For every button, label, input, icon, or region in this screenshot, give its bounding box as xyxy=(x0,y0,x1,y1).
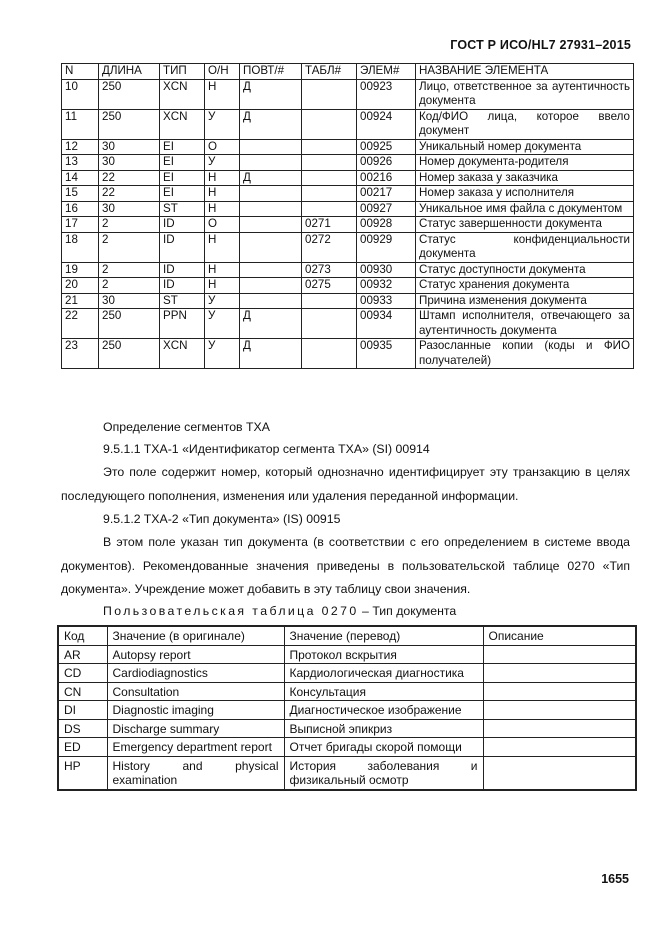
table-cell: 00923 xyxy=(357,79,416,109)
table-cell: Статус завершенности документа xyxy=(416,217,634,233)
table-cell: Уникальный номер документа xyxy=(416,139,634,155)
table-cell: 250 xyxy=(99,79,160,109)
table-cell: У xyxy=(205,293,240,309)
table-cell xyxy=(302,201,357,217)
table-caption xyxy=(103,600,456,624)
table-cell: Выписной эпикриз xyxy=(284,719,483,738)
table-cell: DI xyxy=(58,701,107,720)
table-cell: XCN xyxy=(160,79,205,109)
table-cell: 00928 xyxy=(357,217,416,233)
table-cell: 2 xyxy=(99,278,160,294)
table-cell: EI xyxy=(160,155,205,171)
table-cell xyxy=(240,201,302,217)
table-row xyxy=(62,293,634,309)
table-row xyxy=(58,701,636,720)
table-cell: Д xyxy=(240,170,302,186)
table-cell: 10 xyxy=(62,79,99,109)
col-header-elem: ЭЛЕМ# xyxy=(357,64,416,80)
table-cell: DS xyxy=(58,719,107,738)
table-cell xyxy=(483,701,636,720)
table-row xyxy=(58,645,636,664)
table-cell: Номер заказа у исполнителя xyxy=(416,186,634,202)
table-row xyxy=(62,201,634,217)
table-cell: Кардиологическая диагностика xyxy=(284,664,483,683)
col-header-translation: Значение (перевод) xyxy=(284,626,483,645)
table-cell: 00217 xyxy=(357,186,416,202)
table-cell: Статус конфиденциальности документа xyxy=(416,232,634,262)
table-cell: Консультация xyxy=(284,682,483,701)
table-cell: 00216 xyxy=(357,170,416,186)
table-cell: Диагностическое изображение xyxy=(284,701,483,720)
table-cell: Протокол вскрытия xyxy=(284,645,483,664)
table-cell: Н xyxy=(205,79,240,109)
table-cell: Статус доступности документа xyxy=(416,262,634,278)
table-cell: Д xyxy=(240,79,302,109)
table-row xyxy=(62,109,634,139)
table-cell: 11 xyxy=(62,109,99,139)
segment-fields-table xyxy=(61,63,634,369)
col-header-description: Описание xyxy=(483,626,636,645)
table-cell: 22 xyxy=(99,170,160,186)
table-cell xyxy=(483,719,636,738)
table-cell: Н xyxy=(205,201,240,217)
table-cell: Н xyxy=(205,262,240,278)
table-cell: Discharge summary xyxy=(107,719,284,738)
table-cell: 22 xyxy=(62,309,99,339)
table-row xyxy=(62,278,634,294)
table-cell: 00929 xyxy=(357,232,416,262)
table-cell: 00930 xyxy=(357,262,416,278)
table-cell xyxy=(483,645,636,664)
table-cell: 13 xyxy=(62,155,99,171)
table-cell: 00924 xyxy=(357,109,416,139)
table-cell: 250 xyxy=(99,339,160,369)
table-cell: 00925 xyxy=(357,139,416,155)
table-cell: 17 xyxy=(62,217,99,233)
table-cell: У xyxy=(205,155,240,171)
table-cell: HP xyxy=(58,756,107,790)
table-row xyxy=(62,262,634,278)
table-cell: 23 xyxy=(62,339,99,369)
table-cell: 12 xyxy=(62,139,99,155)
table-cell xyxy=(240,217,302,233)
table-cell: ST xyxy=(160,201,205,217)
table-cell: У xyxy=(205,339,240,369)
table-cell xyxy=(240,232,302,262)
table-cell xyxy=(240,262,302,278)
table-cell: 30 xyxy=(99,139,160,155)
table-cell: Consultation xyxy=(107,682,284,701)
table-cell: О xyxy=(205,217,240,233)
table-cell: EI xyxy=(160,170,205,186)
table-cell: ID xyxy=(160,232,205,262)
table-cell: Н xyxy=(205,278,240,294)
table-cell: 30 xyxy=(99,201,160,217)
table-cell: 0272 xyxy=(302,232,357,262)
table-header-row xyxy=(58,626,636,645)
table-cell xyxy=(302,109,357,139)
table-row xyxy=(58,756,636,790)
table-cell: Emergency department report xyxy=(107,738,284,757)
table-cell: 2 xyxy=(99,262,160,278)
table-cell: Штамп исполнителя, отвечающего за аутентичность документа xyxy=(416,309,634,339)
table-cell: Код/ФИО лица, которое ввело документ xyxy=(416,109,634,139)
table-cell: 0271 xyxy=(302,217,357,233)
col-header-original: Значение (в оригинале) xyxy=(107,626,284,645)
table-cell xyxy=(483,664,636,683)
table-row xyxy=(62,309,634,339)
col-header-rep: ПОВТ/# xyxy=(240,64,302,80)
segment-definition-heading: Определение сегментов TXA xyxy=(103,420,270,434)
table-row xyxy=(58,738,636,757)
col-header-table: ТАБЛ# xyxy=(302,64,357,80)
table-cell: 00935 xyxy=(357,339,416,369)
table-cell: PPN xyxy=(160,309,205,339)
table-cell: Д xyxy=(240,109,302,139)
table-row xyxy=(58,719,636,738)
table-cell: 00926 xyxy=(357,155,416,171)
table-cell: Разосланные копии (коды и ФИО получателей) xyxy=(416,339,634,369)
table-cell: Отчет бригады скорой помощи xyxy=(284,738,483,757)
table-cell xyxy=(240,293,302,309)
table-cell xyxy=(302,155,357,171)
table-cell: У xyxy=(205,309,240,339)
table-cell: CD xyxy=(58,664,107,683)
table-caption-label: Пользовательская таблица 0270 xyxy=(103,604,359,618)
col-header-type: ТИП xyxy=(160,64,205,80)
table-cell: Cardiodiagnostics xyxy=(107,664,284,683)
table-cell: Номер заказа у заказчика xyxy=(416,170,634,186)
table-row xyxy=(58,664,636,683)
table-cell: 15 xyxy=(62,186,99,202)
table-cell: Н xyxy=(205,170,240,186)
table-cell: 0275 xyxy=(302,278,357,294)
table-cell: XCN xyxy=(160,109,205,139)
table-cell: XCN xyxy=(160,339,205,369)
table-cell: CN xyxy=(58,682,107,701)
table-cell: 22 xyxy=(99,186,160,202)
table-cell: 21 xyxy=(62,293,99,309)
document-type-table xyxy=(57,625,637,791)
table-row xyxy=(62,339,634,369)
table-cell: 19 xyxy=(62,262,99,278)
table-cell: 30 xyxy=(99,155,160,171)
table-cell: Лицо, ответственное за аутентичность документа xyxy=(416,79,634,109)
page-number: 1655 xyxy=(601,872,629,886)
table-cell: ST xyxy=(160,293,205,309)
table-row xyxy=(62,79,634,109)
table-caption-title: – Тип документа xyxy=(358,604,457,618)
table-cell xyxy=(240,155,302,171)
table-cell: 2 xyxy=(99,217,160,233)
table-cell: 18 xyxy=(62,232,99,262)
col-header-opt: О/Н xyxy=(205,64,240,80)
table-cell: History and physical examination xyxy=(107,756,284,790)
table-cell: EI xyxy=(160,186,205,202)
table-cell xyxy=(302,186,357,202)
table-row xyxy=(62,139,634,155)
paragraph-txa1: Это поле содержит номер, который однозначно идентифицирует эту транзакцию в целях последующего пополнения, изменения или удаления переданной информации. xyxy=(61,465,630,503)
table-cell: 14 xyxy=(62,170,99,186)
table-cell xyxy=(483,756,636,790)
col-header-n: N xyxy=(62,64,99,80)
field-heading-txa1: 9.5.1.1 TXA-1 «Идентификатор сегмента TXA» (SI) 00914 xyxy=(103,442,430,456)
table-cell xyxy=(302,139,357,155)
table-cell xyxy=(240,139,302,155)
document-header: ГОСТ Р ИСО/HL7 27931–2015 xyxy=(450,38,631,52)
table-cell: Н xyxy=(205,186,240,202)
table-cell: История заболевания и физикальный осмотр xyxy=(284,756,483,790)
table-cell: 00927 xyxy=(357,201,416,217)
table-row xyxy=(62,232,634,262)
table-cell: ID xyxy=(160,217,205,233)
col-header-code: Код xyxy=(58,626,107,645)
table-cell xyxy=(302,170,357,186)
table-cell xyxy=(240,186,302,202)
table-cell: О xyxy=(205,139,240,155)
table-cell xyxy=(483,682,636,701)
table-cell xyxy=(302,79,357,109)
table-cell: Autopsy report xyxy=(107,645,284,664)
field-heading-txa2: 9.5.1.2 TXA-2 «Тип документа» (IS) 00915 xyxy=(103,512,341,526)
table-cell: 30 xyxy=(99,293,160,309)
table-cell: 20 xyxy=(62,278,99,294)
table-row xyxy=(62,217,634,233)
table-header-row xyxy=(62,64,634,80)
paragraph-txa2: В этом поле указан тип документа (в соответствии с его определением в системе ввода документов). Рекомендованные значения приведены в пользовательской таблице 0270 «Тип документа». Учреждение может добавить в эту таблицу свои значения. xyxy=(61,535,630,596)
table-row xyxy=(62,155,634,171)
table-cell xyxy=(302,309,357,339)
table-cell xyxy=(302,339,357,369)
table-cell: 250 xyxy=(99,109,160,139)
table-cell: Уникальное имя файла с документом xyxy=(416,201,634,217)
table-cell xyxy=(302,293,357,309)
table-cell: Номер документа-родителя xyxy=(416,155,634,171)
table-cell: 00934 xyxy=(357,309,416,339)
table-cell: 00932 xyxy=(357,278,416,294)
table-cell: EI xyxy=(160,139,205,155)
table-cell: AR xyxy=(58,645,107,664)
table-cell: 0273 xyxy=(302,262,357,278)
table-cell: Статус хранения документа xyxy=(416,278,634,294)
table-row xyxy=(58,682,636,701)
col-header-length: ДЛИНА xyxy=(99,64,160,80)
table-cell: 16 xyxy=(62,201,99,217)
table-cell: Д xyxy=(240,309,302,339)
table-cell: 00933 xyxy=(357,293,416,309)
table-cell: 250 xyxy=(99,309,160,339)
table-cell: У xyxy=(205,109,240,139)
table-row xyxy=(62,170,634,186)
col-header-name: НАЗВАНИЕ ЭЛЕМЕНТА xyxy=(416,64,634,80)
table-cell: Причина изменения документа xyxy=(416,293,634,309)
table-cell: Diagnostic imaging xyxy=(107,701,284,720)
table-cell xyxy=(240,278,302,294)
table-cell: Д xyxy=(240,339,302,369)
table-cell: ID xyxy=(160,278,205,294)
table-cell xyxy=(483,738,636,757)
table-cell: ED xyxy=(58,738,107,757)
table-row xyxy=(62,186,634,202)
table-cell: Н xyxy=(205,232,240,262)
table-cell: 2 xyxy=(99,232,160,262)
table-cell: ID xyxy=(160,262,205,278)
